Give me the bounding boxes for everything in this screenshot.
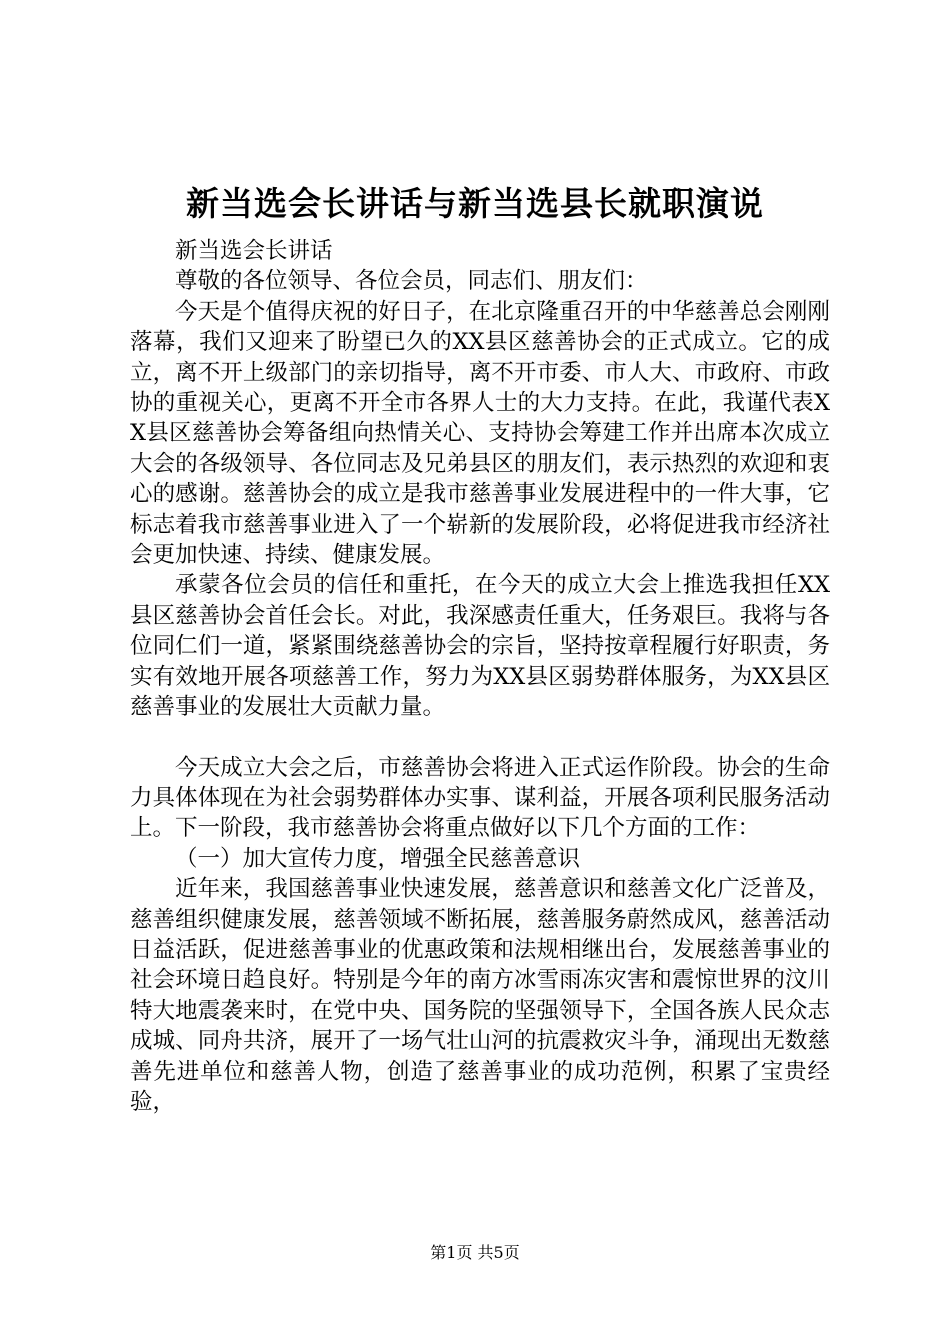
document-body: [130, 236, 830, 1117]
paragraph-opening: 今天是个值得庆祝的好日子，在北京隆重召开的中华慈善总会刚刚落幕，我们又迎来了盼望已久的XX县区慈善协会的正式成立。它的成立，离不开上级部门的亲切指导，离不开市委、市人大、市政府、市政协的重视关心，更离不开全市各界人士的大力支持。在此，我谨代表XX县区慈善协会筹备组向热情关心、支持协会筹建工作并出席本次成立大会的各级领导、各位同志及兄弟县区的朋友们，表示热烈的欢迎和衷心的感谢。慈善协会的成立是我市慈善事业发展进程中的一件大事，它标志着我市慈善事业进入了一个崭新的发展阶段，必将促进我市经济社会更加快速、持续、健康发展。: [130, 298, 830, 569]
paragraph-salutation: 尊敬的各位领导、各位会员，同志们、朋友们：: [175, 268, 648, 295]
paragraph-recent-years: 近年来，我国慈善事业快速发展，慈善意识和慈善文化广泛普及，慈善组织健康发展，慈善领域不断拓展，慈善服务蔚然成风，慈善活动日益活跃，促进慈善事业的优惠政策和法规相继出台，发展慈善事业的社会环境日趋良好。特别是今年的南方冰雪雨冻灾害和震惊世界的汶川特大地震袭来时，在党中央、国务院的坚强领导下，全国各族人民众志成城、同舟共济，展开了一场气壮山河的抗震救灾斗争，涌现出无数慈善先进单位和慈善人物，创造了慈善事业的成功范例，积累了宝贵经验，: [130, 876, 830, 1115]
page-footer: 第1页 共5页: [430, 1243, 520, 1262]
paragraph-next-stage: 今天成立大会之后，市慈善协会将进入正式运作阶段。协会的生命力具体体现在为社会弱势群体办实事、谋利益，开展各项利民服务活动上。下一阶段，我市慈善协会将重点做好以下几个方面的工作：: [130, 754, 830, 842]
paragraph-section-heading: （一）加大宣传力度，增强全民慈善意识: [175, 845, 581, 872]
document-title: 新当选会长讲话与新当选县长就职演说: [186, 184, 764, 223]
paragraph-appointment: 承蒙各位会员的信任和重托，在今天的成立大会上推选我担任XX县区慈善协会首任会长。对此，我深感责任重大，任务艰巨。我将与各位同仁们一道，紧紧围绕慈善协会的宗旨，坚持按章程履行好职责，务实有效地开展各项慈善工作，努力为XX县区弱势群体服务，为XX县区慈善事业的发展壮大贡献力量。: [130, 572, 830, 721]
paragraph-subtitle: 新当选会长讲话: [175, 238, 333, 264]
